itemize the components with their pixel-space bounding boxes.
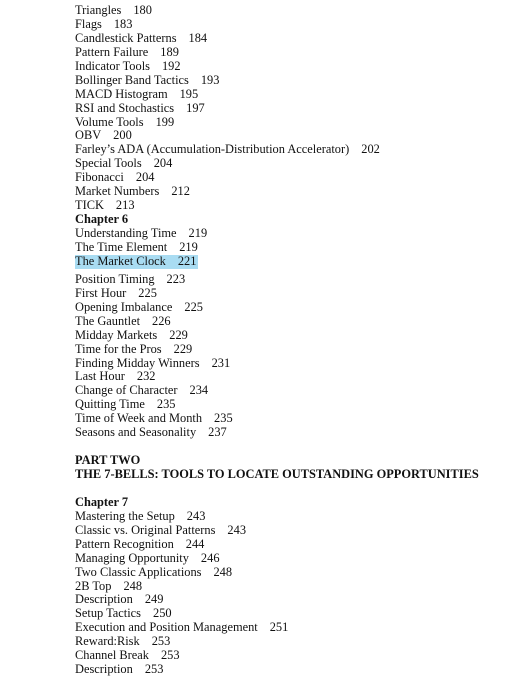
toc-entry[interactable] — [75, 621, 505, 635]
part-two-label: PART TWO — [75, 453, 141, 468]
toc-entry-page-number: 189 — [160, 44, 179, 59]
toc-entry-page-number: 183 — [113, 16, 133, 31]
toc-entry[interactable] — [75, 255, 198, 269]
toc-entry-title: The Gauntlet — [75, 313, 141, 328]
toc-entry-page-number: 246 — [200, 550, 220, 565]
toc-entry-page-number: 226 — [152, 313, 171, 328]
toc-entry-title: Market Numbers — [75, 184, 160, 199]
toc-entry[interactable] — [75, 143, 505, 157]
toc-entry-title: Understanding Time — [75, 226, 177, 240]
toc-entry[interactable] — [75, 32, 505, 46]
toc-entry-page-number: 235 — [214, 411, 233, 426]
toc-entry[interactable] — [75, 370, 505, 384]
part-two-title: THE 7-BELLS: TOOLS TO LOCATE OUTSTANDING OPPORTUNITIES — [75, 467, 479, 481]
toc-entry-title: TICK — [75, 198, 104, 213]
toc-entry-title: Special Tools — [75, 156, 142, 171]
toc-entry-page-number: 243 — [227, 522, 247, 537]
toc-entry-title: Description — [75, 662, 133, 677]
toc-entry-title: OBV — [75, 128, 102, 143]
toc-entry-page-number: 253 — [160, 648, 180, 663]
toc-entry-page-number: 232 — [136, 369, 156, 384]
toc-entry-page-number: 219 — [179, 239, 198, 254]
toc-entry-page-number: 200 — [113, 128, 132, 143]
toc-entry-page-number: 251 — [269, 620, 289, 635]
toc-entry[interactable] — [75, 102, 505, 116]
toc-entry-title: Change of Character — [75, 383, 178, 398]
toc-entry-title: Reward:Risk — [75, 634, 140, 649]
toc-entry-title: Bollinger Band Tactics — [75, 72, 189, 87]
toc-entry-title: Channel Break — [75, 648, 149, 663]
toc-entry-title: Seasons and Seasonality — [75, 425, 197, 440]
toc-entry-title: Execution and Position Management — [75, 620, 258, 635]
toc-entry-page-number: 219 — [188, 226, 208, 240]
toc-entry-page-number: 202 — [361, 142, 380, 157]
toc-entry-title: Indicator Tools — [75, 58, 150, 73]
toc-entry[interactable] — [75, 273, 505, 287]
toc-entry[interactable] — [75, 157, 505, 171]
toc-entry[interactable] — [75, 607, 505, 621]
toc-entry[interactable] — [75, 538, 505, 552]
toc-entry[interactable] — [75, 384, 505, 398]
toc-entry[interactable] — [75, 315, 505, 329]
toc-entry-page-number: 234 — [189, 383, 209, 398]
toc-entry-page-number: 213 — [115, 198, 135, 213]
toc-entry-title: 2B Top — [75, 578, 112, 593]
toc-entry-page-number: 192 — [161, 58, 181, 73]
chapter-6-heading: Chapter 6 — [75, 212, 129, 227]
toc-entry[interactable] — [75, 185, 505, 199]
toc-entry-title: The Market Clock — [75, 253, 166, 268]
toc-entry-page-number: 243 — [186, 508, 206, 523]
toc-entry-title: Time for the Pros — [75, 341, 162, 356]
chapter-6-entries — [75, 227, 505, 440]
chapter-7-entries — [75, 510, 505, 677]
toc-entry[interactable] — [75, 60, 505, 74]
toc-entry-page-number: 237 — [208, 425, 227, 440]
toc-entry-title: The Time Element — [75, 239, 168, 254]
toc-entry[interactable] — [75, 552, 505, 566]
toc-entry-title: Fibonacci — [75, 170, 124, 185]
toc-entry[interactable] — [75, 301, 505, 315]
toc-entry[interactable] — [75, 18, 505, 32]
toc-entry[interactable] — [75, 510, 505, 524]
toc-entry-title: Last Hour — [75, 369, 125, 384]
toc-entry[interactable] — [75, 74, 505, 88]
toc-entry-page-number: 253 — [144, 662, 164, 677]
chapter-6-section — [75, 213, 505, 440]
toc-entry-title: Position Timing — [75, 271, 155, 286]
toc-entry[interactable] — [75, 129, 505, 143]
chapter-7-section — [75, 496, 505, 677]
toc-entry[interactable] — [75, 46, 505, 60]
toc-entry-page-number: 235 — [156, 397, 176, 412]
toc-entry[interactable] — [75, 593, 505, 607]
toc-entry[interactable] — [75, 357, 505, 371]
toc-entry[interactable] — [75, 116, 505, 130]
toc-entry[interactable] — [75, 663, 505, 677]
toc-entry-page-number: 195 — [179, 86, 199, 101]
toc-entry-title: Classic vs. Original Patterns — [75, 522, 216, 537]
toc-entry-title: Midday Markets — [75, 327, 158, 342]
toc-entry[interactable] — [75, 227, 505, 241]
toc-entry-page-number: 223 — [166, 271, 186, 286]
toc-entry-page-number: 244 — [185, 536, 205, 551]
toc-entry[interactable] — [75, 426, 505, 440]
toc-entry-title: Time of Week and Month — [75, 411, 203, 426]
toc-entry-page-number: 204 — [153, 156, 173, 171]
toc-entry-page-number: 231 — [211, 355, 231, 370]
toc-entry-page-number: 221 — [177, 253, 197, 268]
toc-entry-page-number: 180 — [133, 3, 152, 17]
toc-entry[interactable] — [75, 287, 505, 301]
toc-entry-title: RSI and Stochastics — [75, 100, 175, 115]
toc-entry[interactable] — [75, 412, 505, 426]
toc-entry-title: Description — [75, 592, 133, 607]
toc-entry-title: Pattern Failure — [75, 44, 149, 59]
toc-entry-page-number: 225 — [138, 285, 157, 300]
toc-entry-page-number: 248 — [123, 578, 143, 593]
toc-entry-title: Pattern Recognition — [75, 536, 174, 551]
toc-entry-page-number: 212 — [171, 184, 190, 199]
toc-entry-title: Managing Opportunity — [75, 550, 189, 565]
toc-entry[interactable] — [75, 88, 505, 102]
part-two-section — [75, 454, 505, 482]
toc-entry[interactable] — [75, 649, 505, 663]
toc-entry[interactable] — [75, 580, 505, 594]
toc-entry-page-number: 184 — [188, 30, 208, 45]
toc-entry-page-number: 249 — [144, 592, 164, 607]
toc-entry-title: First Hour — [75, 285, 127, 300]
toc-entry[interactable] — [75, 4, 505, 18]
toc-entry[interactable] — [75, 329, 505, 343]
toc-entry-title: Opening Imbalance — [75, 299, 173, 314]
toc-entry-title: Triangles — [75, 3, 122, 17]
toc-entry[interactable] — [75, 171, 505, 185]
toc-entry[interactable] — [75, 635, 505, 649]
toc-entry[interactable] — [75, 524, 505, 538]
toc-entry[interactable] — [75, 241, 505, 255]
toc-entry-page-number: 204 — [135, 170, 155, 185]
toc-entry-page-number: 250 — [153, 606, 172, 621]
chapter-7-heading: Chapter 7 — [75, 494, 129, 509]
toc-entry-page-number: 225 — [184, 299, 203, 314]
toc-entry-title: Quitting Time — [75, 397, 145, 412]
toc-entry-page-number: 253 — [151, 634, 171, 649]
toc-entry-page-number: 199 — [155, 114, 175, 129]
toc-page — [75, 4, 505, 677]
toc-entry-page-number: 248 — [213, 564, 233, 579]
toc-entry-title: Flags — [75, 16, 102, 31]
toc-entry[interactable] — [75, 398, 505, 412]
toc-entry[interactable] — [75, 566, 505, 580]
toc-entry-title: Setup Tactics — [75, 606, 142, 621]
toc-entry-title: MACD Histogram — [75, 86, 168, 101]
toc-entry[interactable] — [75, 199, 505, 213]
toc-entry-page-number: 193 — [200, 72, 220, 87]
toc-entry[interactable] — [75, 343, 505, 357]
toc-entry-page-number: 229 — [169, 327, 188, 342]
toc-entry-title: Farley’s ADA (Accumulation-Distribution Accelerator) — [75, 142, 350, 157]
toc-entry-title: Mastering the Setup — [75, 508, 175, 523]
toc-entry-title: Finding Midday Winners — [75, 355, 200, 370]
toc-entry-title: Two Classic Applications — [75, 564, 202, 579]
toc-entry-title: Volume Tools — [75, 114, 144, 129]
toc-entry-page-number: 197 — [186, 100, 205, 115]
toc-section-continued — [75, 4, 505, 213]
toc-entry-title: Candlestick Patterns — [75, 30, 177, 45]
toc-entry-page-number: 229 — [173, 341, 193, 356]
